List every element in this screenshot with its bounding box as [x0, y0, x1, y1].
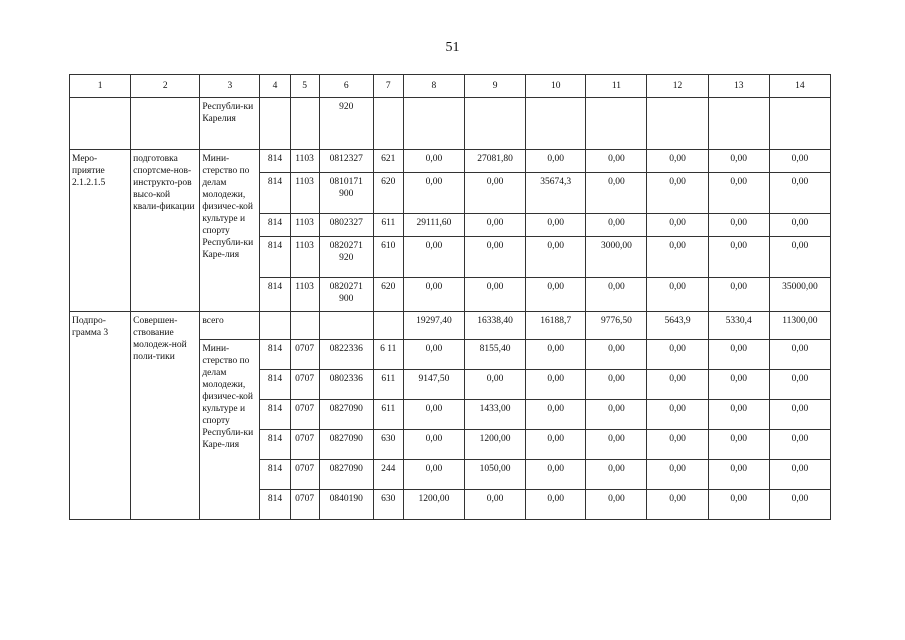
- table-cell: 27081,80: [465, 150, 526, 173]
- table-cell: 630: [373, 490, 403, 520]
- table-cell: 0,00: [708, 430, 769, 460]
- table-cell: 620: [373, 173, 403, 214]
- table-cell: 0,00: [586, 430, 647, 460]
- column-header: 1: [70, 75, 131, 98]
- table-cell: 1050,00: [465, 460, 526, 490]
- table-cell: [465, 98, 526, 150]
- table-cell: 0,00: [465, 214, 526, 237]
- table-cell: 0,00: [647, 400, 708, 430]
- table-cell: 814: [260, 340, 290, 370]
- table-cell: 0,00: [769, 430, 830, 460]
- table-cell: 0,00: [708, 460, 769, 490]
- table-cell: 610: [373, 237, 403, 278]
- table-cell: 0802336: [319, 370, 373, 400]
- table-cell: 0,00: [526, 430, 586, 460]
- table-cell: 0827090: [319, 460, 373, 490]
- table-cell: 814: [260, 370, 290, 400]
- table-cell: 0,00: [769, 460, 830, 490]
- table-cell: 0,00: [403, 400, 464, 430]
- table-cell: 0707: [290, 340, 319, 370]
- table-cell: 0,00: [465, 237, 526, 278]
- table-cell: 0,00: [769, 340, 830, 370]
- table-cell: 1103: [290, 278, 319, 312]
- table-cell: 0707: [290, 460, 319, 490]
- table-cell: 0707: [290, 400, 319, 430]
- table-cell: 814: [260, 490, 290, 520]
- table-cell: 814: [260, 150, 290, 173]
- table-cell: 814: [260, 430, 290, 460]
- table-cell: 0,00: [769, 150, 830, 173]
- table-cell: 0,00: [403, 430, 464, 460]
- table-cell: 1433,00: [465, 400, 526, 430]
- column-header: 7: [373, 75, 403, 98]
- table-cell: 0,00: [708, 278, 769, 312]
- table-cell: [586, 98, 647, 150]
- column-header: 11: [586, 75, 647, 98]
- table-cell: [319, 312, 373, 340]
- table-cell: 0,00: [708, 214, 769, 237]
- table-cell: 0,00: [647, 237, 708, 278]
- budget-table: [69, 74, 831, 520]
- table-cell: 0,00: [708, 173, 769, 214]
- table-cell: 0812327: [319, 150, 373, 173]
- table-cell: [131, 98, 200, 150]
- table-cell: 0,00: [769, 400, 830, 430]
- table-cell: 0,00: [647, 278, 708, 312]
- table-cell: 0,00: [586, 278, 647, 312]
- table-cell: 0,00: [465, 490, 526, 520]
- table-cell: 0,00: [708, 340, 769, 370]
- total-label: всего: [200, 312, 260, 340]
- table-cell: 0,00: [465, 173, 526, 214]
- table-cell: Республи-ки Карелия: [200, 98, 260, 150]
- table-cell: 5643,9: [647, 312, 708, 340]
- table-cell: [708, 98, 769, 150]
- table-cell: 814: [260, 173, 290, 214]
- table-cell: [526, 98, 586, 150]
- table-cell: 1103: [290, 214, 319, 237]
- table-cell: 9147,50: [403, 370, 464, 400]
- table-cell: 0,00: [769, 370, 830, 400]
- table-cell: 0,00: [586, 370, 647, 400]
- table-cell: 0,00: [586, 340, 647, 370]
- table-row: [70, 312, 831, 340]
- table-cell: 19297,40: [403, 312, 464, 340]
- table-cell: 0,00: [526, 150, 586, 173]
- table-cell: 814: [260, 400, 290, 430]
- table-cell: 1200,00: [403, 490, 464, 520]
- table-cell: 0,00: [526, 340, 586, 370]
- table-cell: 0,00: [403, 150, 464, 173]
- table-cell: 0810171 900: [319, 173, 373, 214]
- table-cell: 0,00: [465, 370, 526, 400]
- table-cell: 0,00: [586, 173, 647, 214]
- row-executor: Мини-стерство по делам молодежи, физичес-кой культуре и спорту Республи-ки Каре-лия: [200, 150, 260, 312]
- table-cell: [403, 98, 464, 150]
- table-cell: 0,00: [708, 150, 769, 173]
- table-cell: 0,00: [647, 173, 708, 214]
- table-cell: 0,00: [708, 400, 769, 430]
- table-cell: 0840190: [319, 490, 373, 520]
- table-cell: 0,00: [647, 370, 708, 400]
- row-description: подготовка спортсме-нов-инструкто-ров высо-кой квали-фикации: [131, 150, 200, 312]
- table-cell: 35000,00: [769, 278, 830, 312]
- table-cell: 0,00: [647, 340, 708, 370]
- table-cell: [70, 98, 131, 150]
- table-cell: 0,00: [403, 340, 464, 370]
- table-cell: 0,00: [403, 237, 464, 278]
- table-cell: 0,00: [769, 173, 830, 214]
- table-cell: 0,00: [586, 400, 647, 430]
- table-cell: 0,00: [647, 460, 708, 490]
- table-cell: 630: [373, 430, 403, 460]
- table-cell: 1103: [290, 173, 319, 214]
- table-cell: 0,00: [769, 214, 830, 237]
- table-cell: 0802327: [319, 214, 373, 237]
- table-cell: 0827090: [319, 430, 373, 460]
- column-header: 9: [465, 75, 526, 98]
- table-cell: 1103: [290, 237, 319, 278]
- table-cell: [373, 98, 403, 150]
- page-number: 51: [445, 40, 460, 55]
- row-description: Совершен-ствование молодеж-ной поли-тики: [131, 312, 200, 520]
- table-cell: 0,00: [526, 214, 586, 237]
- table-cell: 0,00: [526, 278, 586, 312]
- table-cell: [647, 98, 708, 150]
- row-executor: Мини-стерство по делам молодежи, физичес-кой культуре и спорту Республи-ки Каре-лия: [200, 340, 260, 520]
- table-cell: 244: [373, 460, 403, 490]
- column-header: 6: [319, 75, 373, 98]
- table-cell: [290, 312, 319, 340]
- table-cell: 29111,60: [403, 214, 464, 237]
- table-cell: 814: [260, 278, 290, 312]
- table-row: [70, 150, 831, 173]
- table-cell: 0,00: [526, 370, 586, 400]
- column-header: 4: [260, 75, 290, 98]
- table-cell: 0,00: [526, 237, 586, 278]
- table-cell: 0820271 920: [319, 237, 373, 278]
- column-header: 2: [131, 75, 200, 98]
- table-cell: 0,00: [586, 490, 647, 520]
- table-cell: 11300,00: [769, 312, 830, 340]
- table-cell: 0,00: [708, 370, 769, 400]
- table-cell: 0,00: [647, 490, 708, 520]
- table-cell: 0,00: [647, 430, 708, 460]
- column-header: 3: [200, 75, 260, 98]
- row-label: Подпро-грамма 3: [70, 312, 131, 520]
- table-cell: 0,00: [769, 237, 830, 278]
- table-cell: [290, 98, 319, 150]
- table-cell: 0707: [290, 370, 319, 400]
- table-cell: 611: [373, 400, 403, 430]
- table-cell: 9776,50: [586, 312, 647, 340]
- column-header: 5: [290, 75, 319, 98]
- table-cell: 6 11: [373, 340, 403, 370]
- table-cell: 621: [373, 150, 403, 173]
- table-cell: 0,00: [586, 214, 647, 237]
- table-cell: 0,00: [403, 173, 464, 214]
- table-cell: 1103: [290, 150, 319, 173]
- table-cell: 0,00: [465, 278, 526, 312]
- table-cell: 0822336: [319, 340, 373, 370]
- table-cell: 920: [319, 98, 373, 150]
- table-cell: 0707: [290, 430, 319, 460]
- table-cell: 814: [260, 460, 290, 490]
- table-cell: 0827090: [319, 400, 373, 430]
- table-cell: 814: [260, 237, 290, 278]
- header-row: [70, 75, 831, 98]
- column-header: 13: [708, 75, 769, 98]
- table-cell: 0,00: [526, 400, 586, 430]
- table-cell: 611: [373, 214, 403, 237]
- row-label: Меро-приятие 2.1.2.1.5: [70, 150, 131, 312]
- table-cell: 0,00: [403, 460, 464, 490]
- table-cell: 0,00: [403, 278, 464, 312]
- table-row: [70, 98, 831, 150]
- table-cell: [373, 312, 403, 340]
- table-cell: [260, 98, 290, 150]
- table-cell: 35674,3: [526, 173, 586, 214]
- column-header: 14: [769, 75, 830, 98]
- table-cell: [260, 312, 290, 340]
- table-cell: 814: [260, 214, 290, 237]
- table-cell: 611: [373, 370, 403, 400]
- table-cell: 16338,40: [465, 312, 526, 340]
- table-cell: 0,00: [769, 490, 830, 520]
- table-cell: 3000,00: [586, 237, 647, 278]
- table-cell: [769, 98, 830, 150]
- table-cell: 620: [373, 278, 403, 312]
- column-header: 10: [526, 75, 586, 98]
- table-cell: 0,00: [586, 150, 647, 173]
- column-header: 8: [403, 75, 464, 98]
- table-cell: 0,00: [647, 150, 708, 173]
- table-cell: 0820271 900: [319, 278, 373, 312]
- table-cell: 5330,4: [708, 312, 769, 340]
- table-cell: 0707: [290, 490, 319, 520]
- table-cell: 0,00: [526, 460, 586, 490]
- table-cell: 0,00: [526, 490, 586, 520]
- table-cell: 0,00: [647, 214, 708, 237]
- table-cell: 8155,40: [465, 340, 526, 370]
- table-cell: 0,00: [708, 490, 769, 520]
- column-header: 12: [647, 75, 708, 98]
- table-cell: 0,00: [708, 237, 769, 278]
- table-cell: 0,00: [586, 460, 647, 490]
- table-cell: 16188,7: [526, 312, 586, 340]
- table-cell: 1200,00: [465, 430, 526, 460]
